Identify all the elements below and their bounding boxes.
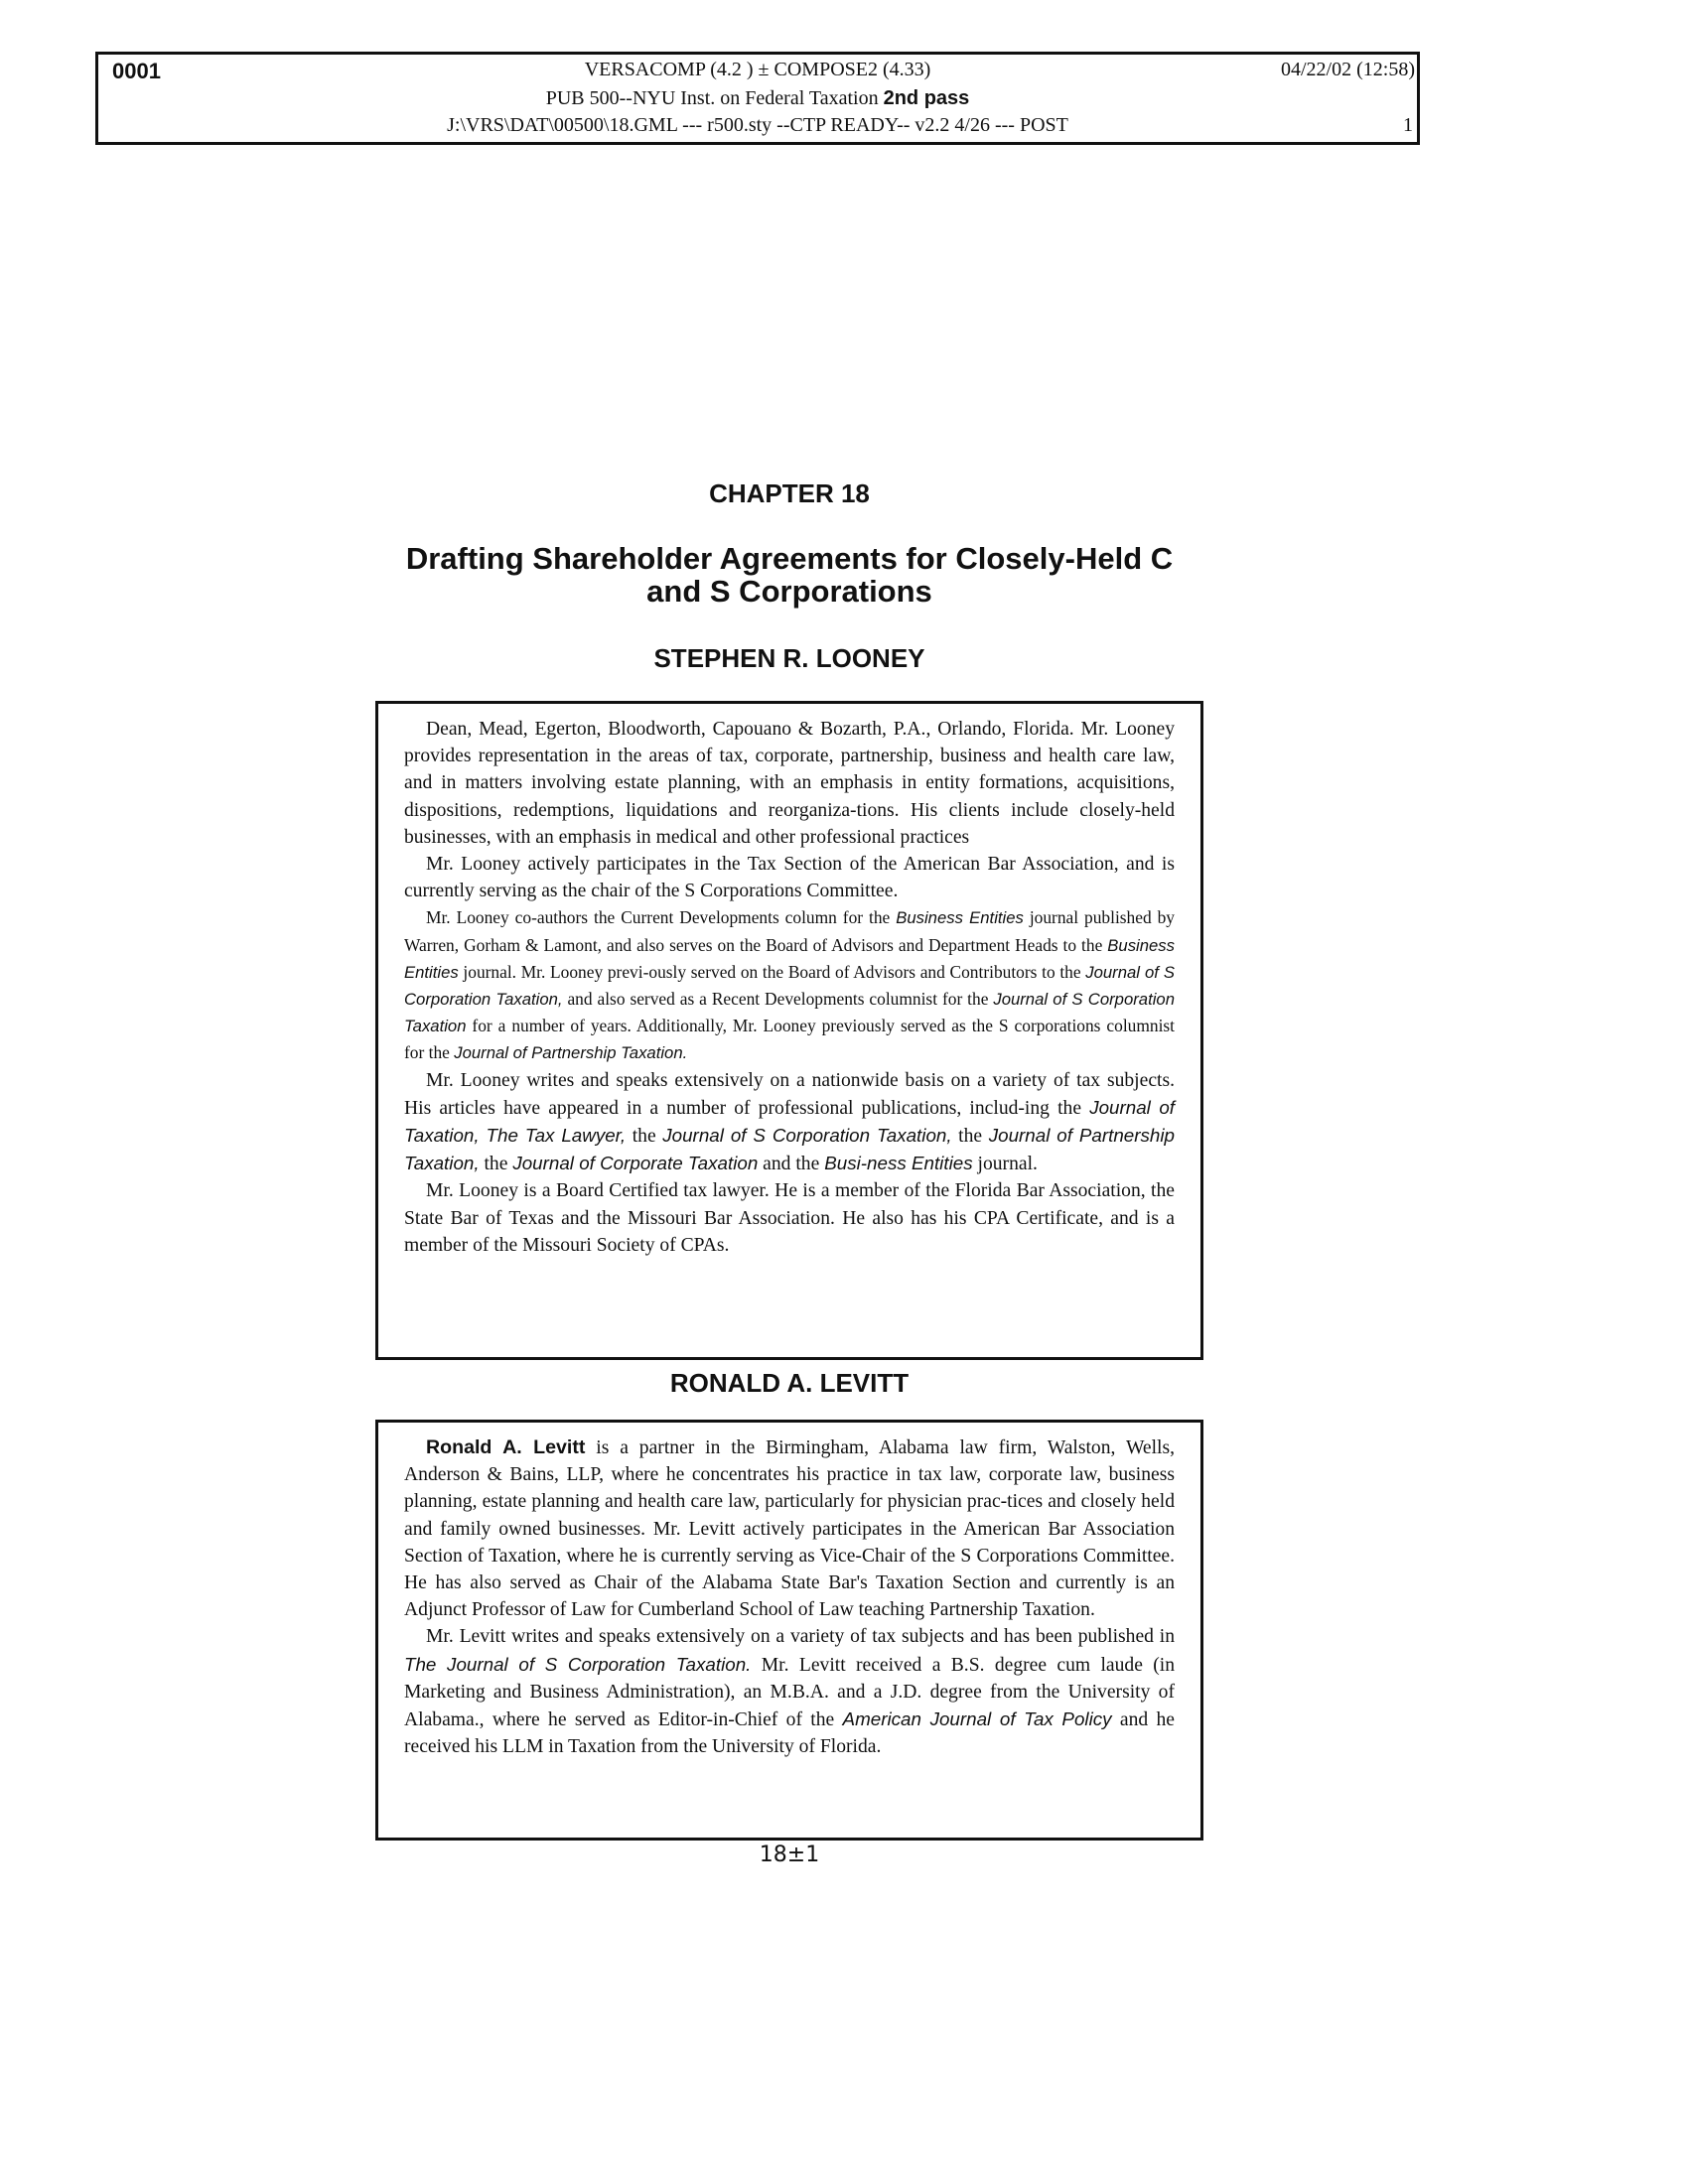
slug-date: 04/22/02 (12:58) bbox=[1281, 59, 1415, 80]
bio-paragraph bbox=[404, 1177, 1175, 1259]
author-name-looney: STEPHEN R. LOONEY bbox=[653, 643, 925, 673]
bio-text: Mr. Levitt received a B.S. degree cum laude (in Marketing and Business Administration), an M.B.A. and a J.D. degree from the University of Alabama., where he served as Editor-in-Chief of the bbox=[404, 1654, 1176, 1731]
publication-title: Journal of S Corporation Taxation, bbox=[404, 962, 1175, 1010]
chapter-title bbox=[338, 542, 1241, 608]
bio-text: Mr. Levitt writes and speaks extensively on a variety of tax subjects and has been published in bbox=[426, 1626, 1175, 1648]
publication-title: Journal of Partnership Taxation, bbox=[404, 1125, 1175, 1174]
pass-label: 2nd pass bbox=[883, 87, 970, 109]
bio-text: journal. bbox=[972, 1154, 1038, 1175]
bio-text: Mr. Looney actively participates in the Tax Section of the American Bar Association, and is currently serving as the chair of the S Corporations Committee. bbox=[404, 854, 1175, 902]
slug-page-number: 1 bbox=[1403, 114, 1413, 136]
publication-title: Journal of Taxation, The Tax Lawyer, bbox=[404, 1096, 1175, 1147]
bio-text: and the bbox=[758, 1154, 825, 1175]
publication-title: The Journal of S Corporation Taxation. bbox=[404, 1653, 752, 1675]
publication-title: Journal of Corporate Taxation bbox=[512, 1153, 759, 1174]
composition-slug-box bbox=[95, 52, 1420, 145]
publication-title: Journal of S Corporation Taxation, bbox=[662, 1125, 952, 1147]
file-path-line: J:\VRS\DAT\00500\18.GML --- r500.sty --CTP READY-- v2.2 4/26 --- POST bbox=[447, 114, 1068, 136]
author-bio-levitt bbox=[375, 1420, 1203, 1841]
publication-line bbox=[98, 87, 1417, 110]
bio-text: Dean, Mead, Egerton, Bloodworth, Capouano & Bozarth, P.A., Orlando, Florida. Mr. Looney provides representation in the areas of tax, corporate, partnership, business and health care law, and in matters involving estate planning, with an emphasis in entity formations, acquisitions, dispositions, redemptions, liquidations and reorganiza-tions. His clients include closely-held businesses, with an emphasis in medical and other professional practices bbox=[404, 719, 1175, 848]
bio-paragraph bbox=[404, 1434, 1175, 1623]
page-folio: 18±1 bbox=[759, 1843, 820, 1867]
bio-text: and he received his LLM in Taxation from the University of Florida. bbox=[404, 1709, 1175, 1758]
bio-paragraph bbox=[404, 851, 1175, 904]
bio-text: the bbox=[626, 1126, 663, 1148]
bio-text: Mr. Looney is a Board Certified tax lawyer. He is a member of the Florida Bar Association, the State Bar of Texas and the Missouri Bar Association. He also has his CPA Certificate, and is a member of the Missouri Society of CPAs. bbox=[404, 1180, 1175, 1256]
bio-text: the bbox=[951, 1126, 989, 1148]
bio-paragraph bbox=[404, 1623, 1175, 1760]
bio-paragraph bbox=[404, 1067, 1175, 1178]
job-number: 0001 bbox=[112, 59, 161, 83]
chapter-title-line-1: Drafting Shareholder Agreements for Closely-Held C bbox=[405, 541, 1174, 576]
publication-title: American Journal of Tax Policy bbox=[842, 1708, 1112, 1730]
bio-text: Mr. Looney writes and speaks extensively on a nationwide basis on a variety of tax subjects. His articles have appeared in a number of professional publications, includ-ing the bbox=[404, 1069, 1175, 1119]
author-name-levitt: RONALD A. LEVITT bbox=[669, 1368, 910, 1398]
publication-title: Journal of Partnership Taxation. bbox=[454, 1043, 688, 1063]
author-bio-looney bbox=[375, 701, 1203, 1360]
bio-paragraph bbox=[404, 716, 1175, 851]
publication-title: Business Entities bbox=[896, 908, 1024, 928]
publication-title: Busi-ness Entities bbox=[824, 1153, 973, 1174]
composition-software-line: VERSACOMP (4.2 ) ± COMPOSE2 (4.33) bbox=[584, 59, 931, 80]
publication-name: PUB 500--NYU Inst. on Federal Taxation bbox=[545, 87, 884, 109]
bio-text: journal. Mr. Looney previ-ously served on the Board of Advisors and Contributors to the bbox=[458, 961, 1086, 982]
bio-text: Mr. Looney co-authors the Current Developments column for the bbox=[426, 907, 897, 928]
publication-title: Journal of S Corporation Taxation bbox=[404, 990, 1175, 1036]
bio-text: and also served as a Recent Developments columnist for the bbox=[562, 989, 994, 1010]
publication-title: Business Entities bbox=[404, 935, 1175, 982]
bio-text: for a number of years. Additionally, Mr. Looney previously served as the S corporations columnist for the bbox=[404, 1016, 1175, 1063]
bio-paragraph bbox=[404, 904, 1175, 1066]
chapter-title-line-2: and S Corporations bbox=[646, 574, 932, 609]
chapter-label: CHAPTER 18 bbox=[709, 478, 870, 508]
bio-text: the bbox=[479, 1154, 513, 1175]
author-name-inline: Ronald A. Levitt bbox=[426, 1436, 586, 1458]
bio-text: journal published by Warren, Gorham & Lamont, and also serves on the Board of Advisors and Department Heads to the bbox=[404, 907, 1175, 955]
bio-text: is a partner in the Birmingham, Alabama law firm, Walston, Wells, Anderson & Bains, LLP, where he concentrates his practice in tax law, corporate law, business planning, estate planning and health care law, particularly for physician prac-tices and closely held and family owned businesses. Mr. Levitt actively participates in the American Bar Association Section of Taxation, where he is currently serving as Vice-Chair of the S Corporations Committee. He has also served as Chair of the Alabama State Bar's Taxation Section and currently is an Adjunct Professor of Law for Cumberland School of Law teaching Partnership Taxation. bbox=[404, 1437, 1175, 1621]
